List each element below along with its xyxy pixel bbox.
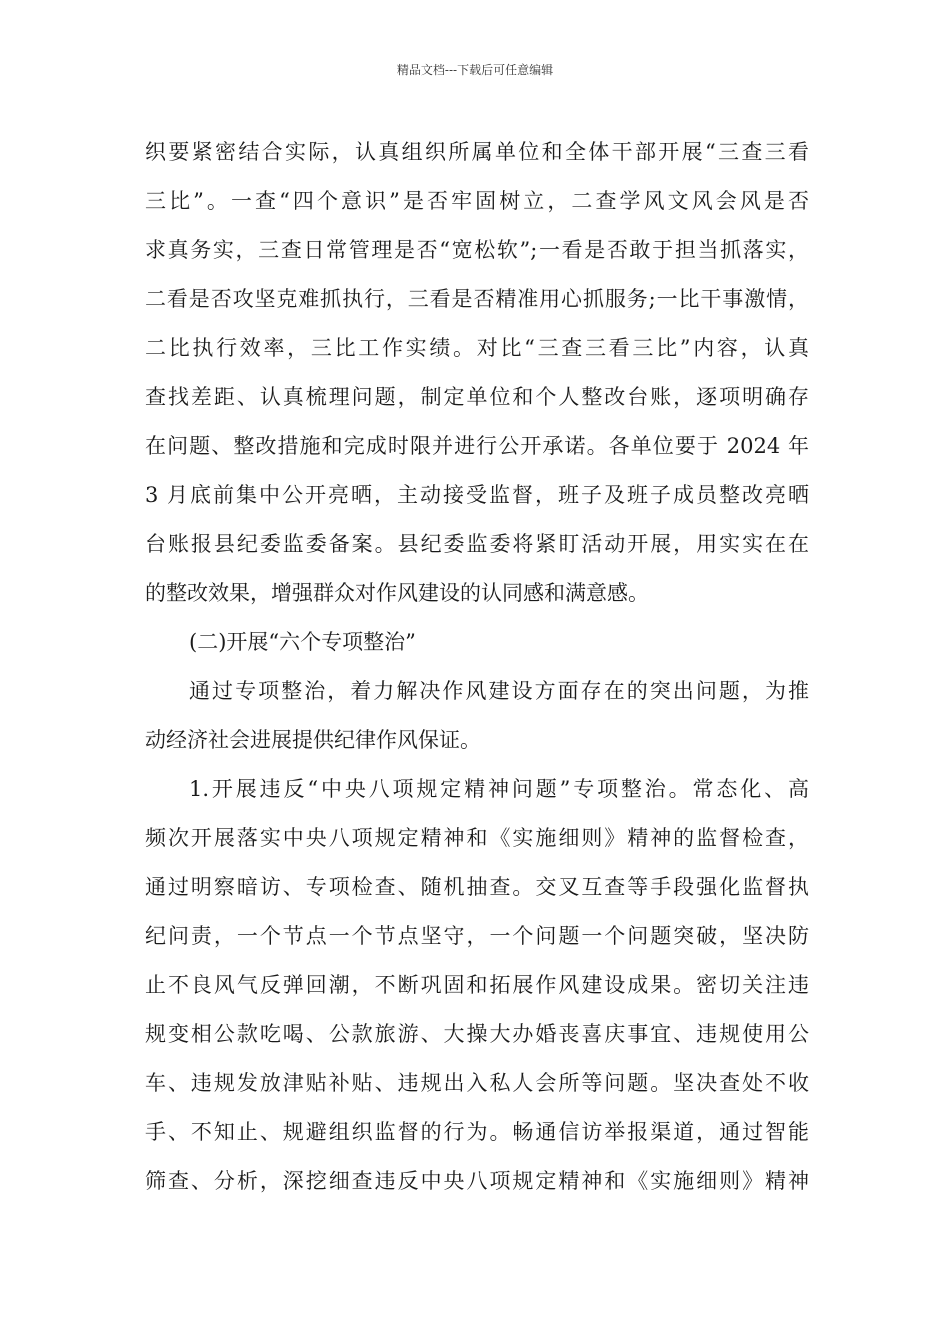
text-line-8: 3 月底前集中公开亮晒，主动接受监督，班子及班子成员整改亮晒 [145, 483, 809, 507]
text-line-13: 动经济社会进展提供纪律作风保证。 [145, 728, 481, 752]
section-heading: (二)开展“六个专项整治” [189, 630, 416, 654]
text-line-16: 通过明察暗访、专项检查、随机抽查。交叉互查等手段强化监督执 [145, 875, 809, 899]
page-header: 精品文档---下载后可任意编辑 [396, 63, 554, 77]
text-line-9: 台账报县纪委监委备案。县纪委监委将紧盯活动开展，用实实在在 [145, 532, 809, 556]
text-line-20: 车、违规发放津贴补贴、违规出入私人会所等问题。坚决查处不收 [145, 1071, 809, 1095]
text-line-19: 规变相公款吃喝、公款旅游、大操大办婚丧喜庆事宜、违规使用公 [145, 1022, 809, 1046]
text-line-5: 二比执行效率，三比工作实绩。对比“三查三看三比”内容，认真 [145, 336, 809, 360]
text-line-17: 纪问责，一个节点一个节点坚守，一个问题一个问题突破，坚决防 [145, 924, 809, 948]
text-line-2: 三比”。一查“四个意识”是否牢固树立，二查学风文风会风是否 [145, 189, 809, 213]
document-body [145, 128, 809, 1206]
text-line-10: 的整改效果，增强群众对作风建设的认同感和满意感。 [145, 581, 649, 605]
text-line-12: 通过专项整治，着力解决作风建设方面存在的突出问题，为推 [189, 679, 809, 703]
text-line-22: 筛查、分析，深挖细查违反中央八项规定精神和《实施细则》精神 [145, 1169, 809, 1193]
text-line-21: 手、不知止、规避组织监督的行为。畅通信访举报渠道，通过智能 [145, 1120, 809, 1144]
text-line-3: 求真务实，三查日常管理是否“宽松软”;一看是否敢于担当抓落实， [145, 238, 809, 262]
text-line-14: 1.开展违反“中央八项规定精神问题”专项整治。常态化、高 [189, 777, 809, 801]
text-line-7: 在问题、整改措施和完成时限并进行公开承诺。各单位要于 2024 年 [145, 434, 809, 458]
text-line-4: 二看是否攻坚克难抓执行，三看是否精准用心抓服务;一比干事激情， [145, 287, 809, 311]
text-line-18: 止不良风气反弹回潮，不断巩固和拓展作风建设成果。密切关注违 [145, 973, 809, 997]
text-line-6: 查找差距、认真梳理问题，制定单位和个人整改台账，逐项明确存 [145, 385, 809, 409]
text-line-15: 频次开展落实中央八项规定精神和《实施细则》精神的监督检查， [145, 826, 809, 850]
text-line-1: 织要紧密结合实际，认真组织所属单位和全体干部开展“三查三看 [145, 140, 809, 164]
